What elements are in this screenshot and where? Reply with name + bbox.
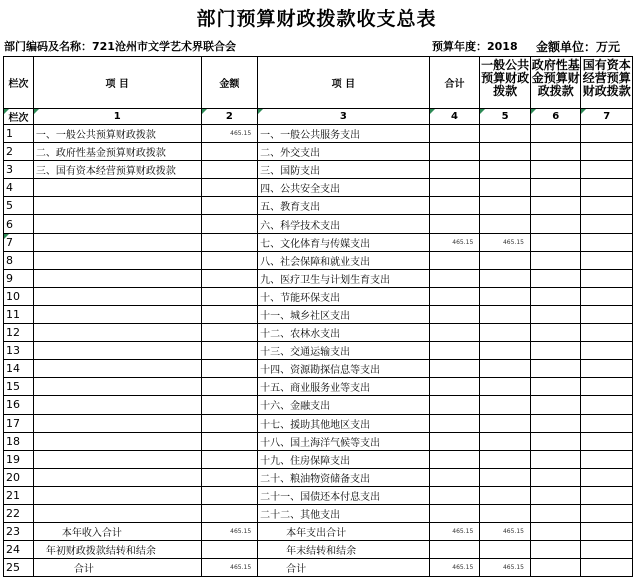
header-col-expense-item: 项 目 (258, 57, 429, 109)
numrow-cell: 7 (581, 109, 633, 125)
expense-item-cell: 年末结转和结余 (258, 541, 429, 559)
fund-budget-cell (530, 450, 580, 468)
capital-budget-cell (581, 541, 633, 559)
fund-budget-cell (530, 287, 580, 305)
general-budget-cell (480, 378, 531, 396)
row-number: 6 (4, 215, 34, 233)
expense-item-cell: 十九、住房保障支出 (258, 450, 429, 468)
fund-budget-cell (530, 486, 580, 504)
expense-item-cell: 八、社会保障和就业支出 (258, 251, 429, 269)
department-label: 部门编码及名称：721沧州市文学艺术界联合会 (4, 40, 236, 53)
row-number: 10 (4, 287, 34, 305)
amount-cell: 465.15 (201, 523, 258, 541)
row-number: 4 (4, 179, 34, 197)
fund-budget-cell (530, 233, 580, 251)
table-row (4, 324, 633, 342)
amount-cell (201, 468, 258, 486)
amount-cell (201, 197, 258, 215)
fund-budget-cell (530, 342, 580, 360)
total-cell (429, 504, 480, 522)
total-cell (429, 486, 480, 504)
capital-budget-cell (581, 287, 633, 305)
general-budget-cell (480, 541, 531, 559)
expense-item-cell: 二十一、国债还本付息支出 (258, 486, 429, 504)
table-row (4, 143, 633, 161)
fund-budget-cell (530, 269, 580, 287)
capital-budget-cell (581, 197, 633, 215)
fund-budget-cell (530, 378, 580, 396)
amount-cell (201, 305, 258, 323)
total-cell (429, 541, 480, 559)
general-budget-cell (480, 287, 531, 305)
capital-budget-cell (581, 468, 633, 486)
expense-item-cell: 十二、农林水支出 (258, 324, 429, 342)
table-row (4, 161, 633, 179)
general-budget-cell (480, 125, 531, 143)
general-budget-cell (480, 179, 531, 197)
amount-cell (201, 215, 258, 233)
amount-cell (201, 342, 258, 360)
amount-cell (201, 360, 258, 378)
expense-item-cell: 合计 (258, 559, 429, 577)
fund-budget-cell (530, 143, 580, 161)
general-budget-cell (480, 324, 531, 342)
numrow-cell: 6 (530, 109, 580, 125)
amount-cell (201, 432, 258, 450)
expense-item-cell: 一、一般公共服务支出 (258, 125, 429, 143)
income-item-cell (33, 233, 201, 251)
general-budget-cell (480, 197, 531, 215)
fund-budget-cell (530, 179, 580, 197)
fund-budget-cell (530, 215, 580, 233)
numrow-cell: 5 (480, 109, 531, 125)
table-row (4, 251, 633, 269)
capital-budget-cell (581, 324, 633, 342)
total-cell (429, 197, 480, 215)
general-budget-cell (480, 269, 531, 287)
expense-item-cell: 十一、城乡社区支出 (258, 305, 429, 323)
row-number: 3 (4, 161, 34, 179)
amount-cell (201, 486, 258, 504)
expense-item-cell: 九、医疗卫生与计划生育支出 (258, 269, 429, 287)
total-cell: 465.15 (429, 523, 480, 541)
income-item-cell (33, 360, 201, 378)
total-cell (429, 342, 480, 360)
income-item-cell: 年初财政拨款结转和结余 (33, 541, 201, 559)
general-budget-cell (480, 143, 531, 161)
total-cell (429, 468, 480, 486)
row-number: 8 (4, 251, 34, 269)
numrow-cell: 1 (33, 109, 201, 125)
capital-budget-cell (581, 342, 633, 360)
fund-budget-cell (530, 125, 580, 143)
income-item-cell (33, 432, 201, 450)
income-item-cell (33, 450, 201, 468)
fund-budget-cell (530, 197, 580, 215)
income-item-cell (33, 197, 201, 215)
expense-item-cell: 十、节能环保支出 (258, 287, 429, 305)
table-row (4, 360, 633, 378)
fund-budget-cell (530, 523, 580, 541)
table-row (4, 287, 633, 305)
fund-budget-cell (530, 396, 580, 414)
numrow-cell: 栏次 (4, 109, 34, 125)
fund-budget-cell (530, 161, 580, 179)
amount-cell: 465.15 (201, 125, 258, 143)
header-col-total: 合计 (429, 57, 480, 109)
total-cell (429, 450, 480, 468)
capital-budget-cell (581, 523, 633, 541)
expense-item-cell: 五、教育支出 (258, 197, 429, 215)
capital-budget-cell (581, 161, 633, 179)
table-row (4, 450, 633, 468)
expense-item-cell: 二十、粮油物资储备支出 (258, 468, 429, 486)
row-number: 13 (4, 342, 34, 360)
general-budget-cell: 465.15 (480, 559, 531, 577)
general-budget-cell (480, 414, 531, 432)
total-cell: 465.15 (429, 559, 480, 577)
expense-item-cell: 三、国防支出 (258, 161, 429, 179)
expense-item-cell: 十四、资源勘探信息等支出 (258, 360, 429, 378)
header-col-capital-budget: 国有资本经营预算财政拨款 (581, 57, 633, 109)
table-row (4, 468, 633, 486)
header-col-index: 栏次 (4, 57, 34, 109)
expense-item-cell: 十五、商业服务业等支出 (258, 378, 429, 396)
expense-item-cell: 十七、援助其他地区支出 (258, 414, 429, 432)
total-cell (429, 269, 480, 287)
amount-cell (201, 378, 258, 396)
fund-budget-cell (530, 559, 580, 577)
total-cell (429, 287, 480, 305)
income-item-cell (33, 396, 201, 414)
income-item-cell: 一、一般公共预算财政拨款 (33, 125, 201, 143)
income-item-cell: 二、政府性基金预算财政拨款 (33, 143, 201, 161)
fund-budget-cell (530, 251, 580, 269)
general-budget-cell (480, 251, 531, 269)
total-cell: 465.15 (429, 233, 480, 251)
row-number: 7 (4, 233, 34, 251)
general-budget-cell (480, 360, 531, 378)
capital-budget-cell (581, 269, 633, 287)
fund-budget-cell (530, 414, 580, 432)
capital-budget-cell (581, 504, 633, 522)
row-number: 24 (4, 541, 34, 559)
table-row (4, 233, 633, 251)
capital-budget-cell (581, 360, 633, 378)
amount-cell (201, 450, 258, 468)
general-budget-cell (480, 468, 531, 486)
row-number: 23 (4, 523, 34, 541)
income-item-cell (33, 215, 201, 233)
table-row (4, 305, 633, 323)
table-row (4, 432, 633, 450)
income-item-cell (33, 378, 201, 396)
header-col-amount: 金额 (201, 57, 258, 109)
capital-budget-cell (581, 414, 633, 432)
general-budget-cell: 465.15 (480, 233, 531, 251)
income-item-cell (33, 342, 201, 360)
expense-item-cell: 十三、交通运输支出 (258, 342, 429, 360)
income-item-cell (33, 468, 201, 486)
table-row (4, 523, 633, 541)
capital-budget-cell (581, 559, 633, 577)
table-row (4, 541, 633, 559)
amount-cell (201, 179, 258, 197)
income-item-cell (33, 251, 201, 269)
row-number: 2 (4, 143, 34, 161)
total-cell (429, 179, 480, 197)
table-row (4, 559, 633, 577)
fund-budget-cell (530, 504, 580, 522)
income-item-cell (33, 305, 201, 323)
row-number: 17 (4, 414, 34, 432)
row-number: 22 (4, 504, 34, 522)
amount-cell (201, 143, 258, 161)
numrow-cell: 2 (201, 109, 258, 125)
header-row (4, 57, 633, 109)
expense-item-cell: 二十二、其他支出 (258, 504, 429, 522)
row-number: 25 (4, 559, 34, 577)
row-number: 15 (4, 378, 34, 396)
total-cell (429, 432, 480, 450)
table-row (4, 197, 633, 215)
table-row (4, 215, 633, 233)
income-item-cell (33, 414, 201, 432)
row-number: 18 (4, 432, 34, 450)
amount-cell (201, 269, 258, 287)
page-title: 部门预算财政拨款收支总表 (196, 8, 437, 30)
capital-budget-cell (581, 251, 633, 269)
table-row (4, 179, 633, 197)
amount-cell (201, 233, 258, 251)
row-number: 5 (4, 197, 34, 215)
numrow-cell: 3 (258, 109, 429, 125)
income-item-cell (33, 287, 201, 305)
amount-cell (201, 161, 258, 179)
income-item-cell: 合计 (33, 559, 201, 577)
income-item-cell (33, 504, 201, 522)
row-number: 14 (4, 360, 34, 378)
row-number: 20 (4, 468, 34, 486)
total-cell (429, 161, 480, 179)
general-budget-cell: 465.15 (480, 523, 531, 541)
fund-budget-cell (530, 541, 580, 559)
income-item-cell (33, 324, 201, 342)
table-row (4, 414, 633, 432)
numrow-cell: 4 (429, 109, 480, 125)
capital-budget-cell (581, 125, 633, 143)
amount-cell: 465.15 (201, 559, 258, 577)
amount-cell (201, 287, 258, 305)
general-budget-cell (480, 215, 531, 233)
column-number-row (4, 109, 633, 125)
total-cell (429, 143, 480, 161)
total-cell (429, 125, 480, 143)
row-number: 16 (4, 396, 34, 414)
fund-budget-cell (530, 432, 580, 450)
general-budget-cell (480, 161, 531, 179)
row-number: 9 (4, 269, 34, 287)
row-number: 19 (4, 450, 34, 468)
budget-year-label: 预算年度：2018 (432, 40, 518, 53)
row-number: 21 (4, 486, 34, 504)
general-budget-cell (480, 486, 531, 504)
capital-budget-cell (581, 305, 633, 323)
budget-table (3, 56, 633, 577)
capital-budget-cell (581, 233, 633, 251)
total-cell (429, 324, 480, 342)
capital-budget-cell (581, 143, 633, 161)
fund-budget-cell (530, 468, 580, 486)
income-item-cell: 三、国有资本经营预算财政拨款 (33, 161, 201, 179)
capital-budget-cell (581, 396, 633, 414)
table-row (4, 396, 633, 414)
expense-item-cell: 七、文化体育与传媒支出 (258, 233, 429, 251)
capital-budget-cell (581, 432, 633, 450)
general-budget-cell (480, 396, 531, 414)
row-number: 12 (4, 324, 34, 342)
table-row (4, 504, 633, 522)
expense-item-cell: 二、外交支出 (258, 143, 429, 161)
amount-cell (201, 396, 258, 414)
amount-unit-label: 金额单位：万元 (536, 40, 621, 54)
capital-budget-cell (581, 450, 633, 468)
general-budget-cell (480, 504, 531, 522)
total-cell (429, 360, 480, 378)
amount-cell (201, 251, 258, 269)
amount-cell (201, 414, 258, 432)
table-row (4, 486, 633, 504)
capital-budget-cell (581, 378, 633, 396)
table-row (4, 342, 633, 360)
general-budget-cell (480, 450, 531, 468)
fund-budget-cell (530, 305, 580, 323)
total-cell (429, 378, 480, 396)
table-row (4, 125, 633, 143)
capital-budget-cell (581, 215, 633, 233)
expense-item-cell: 四、公共安全支出 (258, 179, 429, 197)
general-budget-cell (480, 342, 531, 360)
income-item-cell (33, 179, 201, 197)
capital-budget-cell (581, 179, 633, 197)
row-number: 11 (4, 305, 34, 323)
table-row (4, 269, 633, 287)
expense-item-cell: 本年支出合计 (258, 523, 429, 541)
fund-budget-cell (530, 360, 580, 378)
total-cell (429, 414, 480, 432)
header-col-fund-budget: 政府性基金预算财政拨款 (530, 57, 580, 109)
general-budget-cell (480, 432, 531, 450)
expense-item-cell: 六、科学技术支出 (258, 215, 429, 233)
income-item-cell (33, 486, 201, 504)
general-budget-cell (480, 305, 531, 323)
total-cell (429, 305, 480, 323)
capital-budget-cell (581, 486, 633, 504)
header-col-income-item: 项 目 (33, 57, 201, 109)
header-col-general-budget: 一般公共预算财政拨款 (480, 57, 531, 109)
expense-item-cell: 十六、金融支出 (258, 396, 429, 414)
income-item-cell: 本年收入合计 (33, 523, 201, 541)
amount-cell (201, 324, 258, 342)
fund-budget-cell (530, 324, 580, 342)
table-row (4, 378, 633, 396)
total-cell (429, 251, 480, 269)
row-number: 1 (4, 125, 34, 143)
amount-cell (201, 541, 258, 559)
total-cell (429, 396, 480, 414)
income-item-cell (33, 269, 201, 287)
total-cell (429, 215, 480, 233)
amount-cell (201, 504, 258, 522)
expense-item-cell: 十八、国土海洋气候等支出 (258, 432, 429, 450)
